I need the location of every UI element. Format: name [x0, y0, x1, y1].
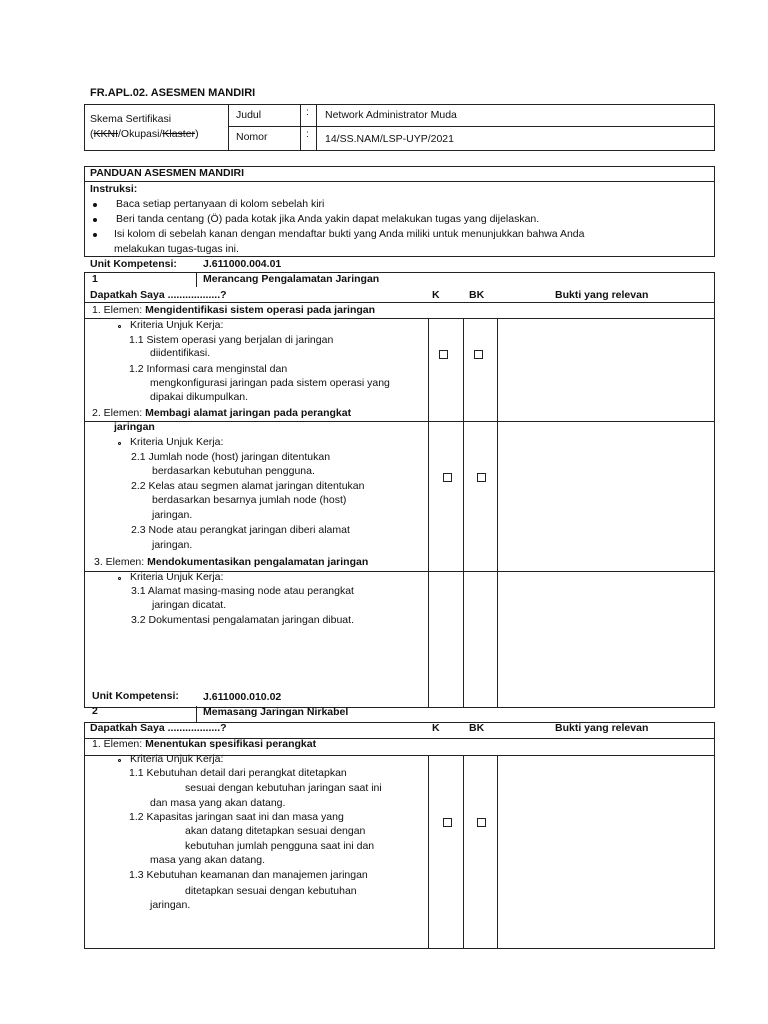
header-divider — [228, 126, 715, 127]
criteria-line: dipakai dikumpulkan. — [150, 391, 249, 403]
criteria-line: 3.2 Dokumentasi pengalamatan jaringan dibuat. — [131, 614, 354, 626]
criteria-line: berdasarkan besarnya jumlah node (host) — [152, 494, 347, 506]
unit1-col-k: K — [432, 289, 440, 301]
unit2-col-divider — [497, 755, 498, 949]
unit2-col-bukti: Bukti yang relevan — [555, 722, 649, 734]
unit1-col-bk: BK — [469, 289, 485, 301]
kuk-label: Kriteria Unjuk Kerja: — [130, 319, 224, 331]
nomor-value: 14/SS.NAM/LSP-UYP/2021 — [325, 133, 454, 145]
bullet-icon — [93, 233, 97, 237]
criteria-line: jaringan. — [150, 899, 191, 911]
criteria-line: jaringan dicatat. — [152, 599, 227, 611]
unit2-col-k: K — [432, 722, 440, 734]
bk-checkbox[interactable] — [474, 350, 483, 359]
criteria-line: 2.1 Jumlah node (host) jaringan ditentukan — [131, 451, 331, 463]
criteria-line: 2.3 Node atau perangkat jaringan diberi alamat — [131, 524, 350, 536]
nomor-colon: : — [306, 128, 309, 140]
bullet-icon — [118, 577, 121, 580]
criteria-line: 1.1 Sistem operasi yang berjalan di jaringan — [129, 334, 334, 346]
bullet-icon — [93, 203, 97, 207]
bk-checkbox[interactable] — [477, 818, 486, 827]
nomor-label: Nomor — [236, 131, 268, 143]
instruksi-label: Instruksi: — [90, 183, 138, 195]
criteria-line: ditetapkan sesuai dengan kebutuhan — [185, 885, 357, 897]
form-title: FR.APL.02. ASESMEN MANDIRI — [90, 87, 256, 99]
unit2-col-divider — [463, 755, 464, 949]
unit2-col-divider — [196, 706, 197, 722]
panduan-divider — [84, 181, 715, 182]
criteria-line: akan datang ditetapkan sesuai dengan — [185, 825, 366, 837]
skema-label: Skema Sertifikasi — [90, 113, 172, 125]
bullet-icon — [93, 218, 97, 222]
bk-checkbox[interactable] — [477, 473, 486, 482]
instruksi-item: Baca setiap pertanyaan di kolom sebelah kiri — [116, 198, 325, 210]
instruksi-item: melakukan tugas-tugas ini. — [114, 243, 239, 255]
criteria-line: 2.2 Kelas atau segmen alamat jaringan ditentukan — [131, 480, 365, 492]
unit2-col-divider — [428, 755, 429, 949]
unit1-col-bukti: Bukti yang relevan — [555, 289, 649, 301]
bullet-icon — [118, 325, 121, 328]
criteria-line: 1.1 Kebutuhan detail dari perangkat ditetapkan — [129, 767, 347, 779]
panduan-title: PANDUAN ASESMEN MANDIRI — [90, 167, 245, 179]
unit1-col-divider — [497, 318, 498, 708]
unit2-code: J.611000.010.02 — [203, 691, 282, 703]
unit1-element-3: 3. Elemen: Mendokumentasikan pengalamatan jaringan — [94, 556, 369, 568]
judul-label: Judul — [236, 109, 262, 121]
kuk-label: Kriteria Unjuk Kerja: — [130, 571, 224, 583]
bullet-icon — [118, 759, 121, 762]
criteria-line: kebutuhan jumlah pengguna saat ini dan — [185, 840, 375, 852]
unit1-col-divider — [428, 318, 429, 708]
criteria-line: berdasarkan kebutuhan pengguna. — [152, 465, 315, 477]
unit2-question: Dapatkah Saya ..................? — [90, 722, 227, 734]
criteria-line: mengkonfigurasi jaringan pada sistem operasi yang — [150, 377, 390, 389]
criteria-line: sesuai dengan kebutuhan jaringan saat ini — [185, 782, 382, 794]
criteria-line: masa yang akan datang. — [150, 854, 265, 866]
criteria-line: jaringan. — [152, 509, 193, 521]
kuk-label: Kriteria Unjuk Kerja: — [130, 436, 224, 448]
k-checkbox[interactable] — [439, 350, 448, 359]
criteria-line: 1.2 Kapasitas jaringan saat ini dan masa yang — [129, 811, 344, 823]
instruksi-item: Isi kolom di sebelah kanan dengan mendaftar bukti yang Anda miliki untuk menunjukkan bahwa Anda — [114, 228, 585, 240]
unit1-element-2-cont: jaringan — [114, 421, 155, 433]
criteria-line: 1.3 Kebutuhan keamanan dan manajemen jaringan — [129, 869, 368, 881]
k-checkbox[interactable] — [443, 473, 452, 482]
unit2-col-bk: BK — [469, 722, 485, 734]
header-divider — [300, 104, 301, 151]
unit1-divider — [84, 421, 715, 422]
unit1-title: Merancang Pengalamatan Jaringan — [203, 273, 380, 285]
unit1-col-divider — [463, 318, 464, 708]
unit2-element-1: 1. Elemen: Menentukan spesifikasi perangkat — [92, 738, 317, 750]
unit1-col-divider — [196, 272, 197, 287]
skema-sub: (KKNI/Okupasi/Klaster) — [90, 128, 199, 140]
criteria-line: 1.2 Informasi cara menginstal dan — [129, 363, 288, 375]
unit2-label: Unit Kompetensi: — [92, 690, 179, 702]
bullet-icon — [118, 442, 121, 445]
unit1-number: 1 — [92, 273, 98, 285]
k-checkbox[interactable] — [443, 818, 452, 827]
unit1-code: J.611000.004.01 — [203, 258, 282, 270]
kuk-label: Kriteria Unjuk Kerja: — [130, 753, 224, 765]
instruksi-item: Beri tanda centang (Ö) pada kotak jika Anda yakin dapat melakukan tugas yang dijelaskan. — [116, 213, 540, 225]
criteria-line: jaringan. — [152, 539, 193, 551]
criteria-line: diidentifikasi. — [150, 347, 211, 359]
header-divider — [228, 104, 229, 151]
header-divider — [316, 104, 317, 151]
unit1-element-1: 1. Elemen: Mengidentifikasi sistem operasi pada jaringan — [92, 304, 376, 316]
unit1-question: Dapatkah Saya ..................? — [90, 289, 227, 301]
criteria-line: dan masa yang akan datang. — [150, 797, 286, 809]
unit2-title: Memasang Jaringan Nirkabel — [203, 706, 349, 718]
unit1-label: Unit Kompetensi: — [90, 258, 177, 270]
criteria-line: 3.1 Alamat masing-masing node atau perangkat — [131, 585, 354, 597]
judul-colon: : — [306, 106, 309, 118]
judul-value: Network Administrator Muda — [325, 109, 457, 121]
unit1-divider — [84, 302, 715, 303]
unit1-element-2: 2. Elemen: Membagi alamat jaringan pada perangkat — [92, 407, 352, 419]
unit2-number: 2 — [92, 705, 98, 717]
